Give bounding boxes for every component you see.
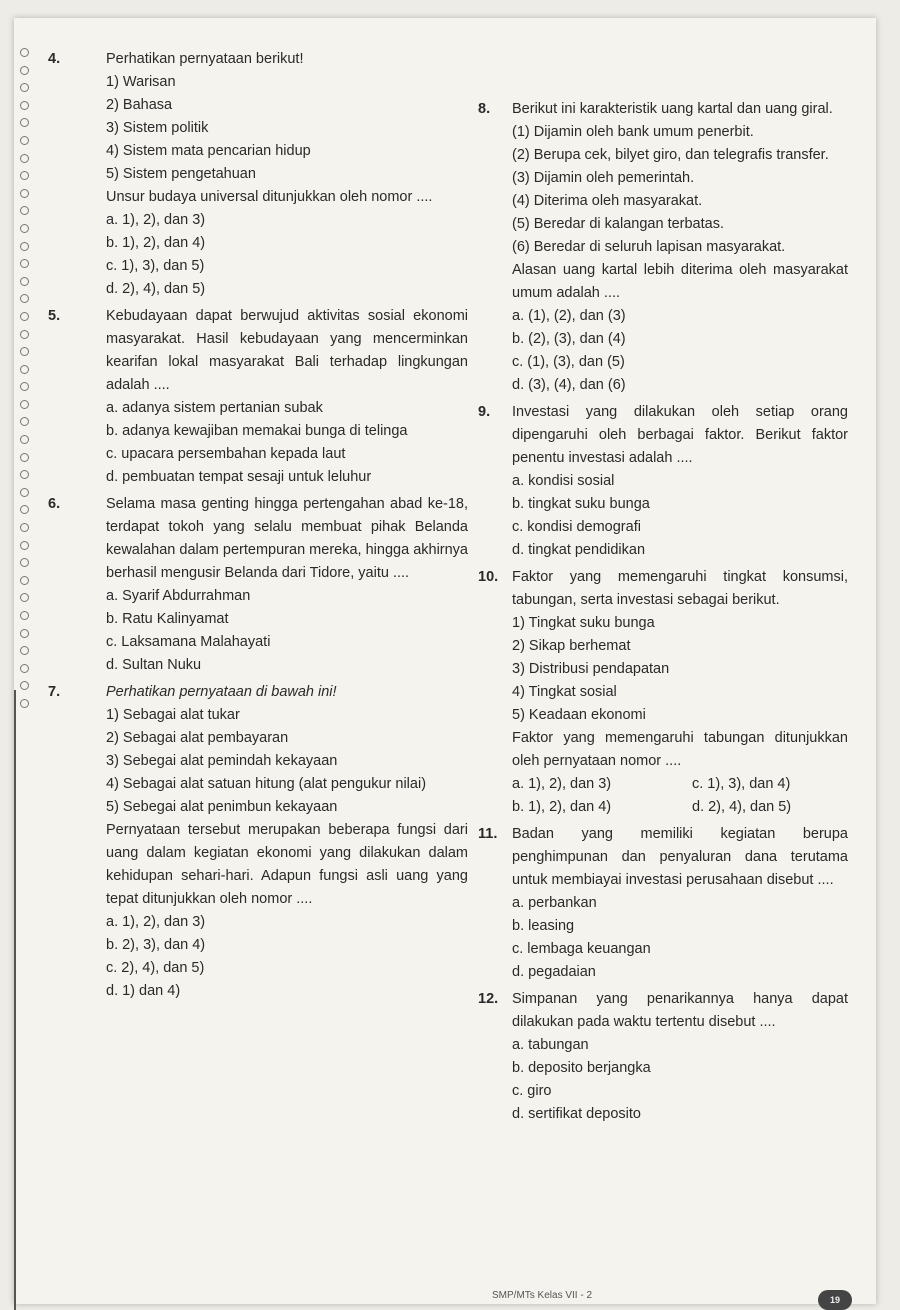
margin-line	[14, 690, 28, 1310]
question-number: 9.	[478, 404, 491, 420]
question-prompt: Unsur budaya universal ditunjukkan oleh nomor ....	[106, 189, 433, 205]
answer-option: b. leasing	[512, 918, 575, 934]
question-number: 11.	[478, 826, 498, 842]
left-column	[48, 48, 468, 1007]
statement: 5) Keadaan ekonomi	[512, 707, 646, 723]
question-text: Badan yang memiliki kegiatan berupa penghimpunan dan penyaluran dana terutama untuk membiayai investasi perusahaan disebut ....	[512, 826, 848, 888]
answer-option: a. Syarif Abdurrahman	[106, 588, 251, 604]
statement: (3) Dijamin oleh pemerintah.	[512, 170, 695, 186]
question-number: 10.	[478, 569, 499, 585]
answer-option: b. Ratu Kalinyamat	[106, 611, 229, 627]
answer-option: c. lembaga keuangan	[512, 941, 651, 957]
question-6	[48, 493, 468, 677]
question-number: 7.	[48, 684, 61, 700]
answer-option: a. adanya sistem pertanian subak	[106, 400, 323, 416]
statement: 2) Sebagai alat pembayaran	[106, 730, 289, 746]
answer-option: a. perbankan	[512, 895, 597, 911]
statement: 2) Bahasa	[106, 97, 173, 113]
statement: (2) Berupa cek, bilyet giro, dan telegrafis transfer.	[512, 147, 829, 163]
statement: 1) Warisan	[106, 74, 176, 90]
statement: 3) Distribusi pendapatan	[512, 661, 670, 677]
question-number: 6.	[48, 496, 61, 512]
answer-option: d. pembuatan tempat sesaji untuk leluhur	[106, 469, 372, 485]
statement: 5) Sistem pengetahuan	[106, 166, 256, 182]
question-4	[48, 48, 468, 301]
statement: 4) Tingkat sosial	[512, 684, 617, 700]
answer-options-grid	[478, 773, 848, 819]
question-text: Berikut ini karakteristik uang kartal dan uang giral.	[512, 101, 833, 117]
question-text: Simpanan yang penarikannya hanya dapat dilakukan pada waktu tertentu disebut ....	[512, 991, 848, 1030]
question-5	[48, 305, 468, 489]
question-prompt: Pernyataan tersebut merupakan beberapa fungsi dari uang dalam kegiatan ekonomi yang dilakukan dalam kehidupan sehari-hari. Adapun fungsi asli uang yang tepat ditunjukkan oleh nomor ....	[106, 822, 468, 907]
binder-rings-left	[20, 48, 34, 708]
question-text: Perhatikan pernyataan berikut!	[106, 51, 304, 67]
statement: (1) Dijamin oleh bank umum penerbit.	[512, 124, 754, 140]
statement: 3) Sebegai alat pemindah kekayaan	[106, 753, 338, 769]
page-number: 19	[818, 1290, 852, 1310]
answer-option: a. (1), (2), dan (3)	[512, 308, 626, 324]
answer-option: b. 1), 2), dan 4)	[512, 799, 612, 815]
question-number: 8.	[478, 101, 491, 117]
question-prompt: Faktor yang memengaruhi tabungan ditunjukkan oleh pernyataan nomor ....	[512, 730, 848, 769]
answer-option: c. Laksamana Malahayati	[106, 634, 271, 650]
statement: 2) Sikap berhemat	[512, 638, 631, 654]
footer-label: SMP/MTs Kelas VII - 2	[492, 1290, 593, 1301]
answer-option: d. 2), 4), dan 5)	[692, 799, 792, 815]
answer-option: b. 2), 3), dan 4)	[106, 937, 206, 953]
answer-option: c. 1), 3), dan 5)	[106, 258, 205, 274]
answer-option: c. kondisi demografi	[512, 519, 641, 535]
statement: 1) Tingkat suku bunga	[512, 615, 655, 631]
question-number: 5.	[48, 308, 61, 324]
answer-option: b. 1), 2), dan 4)	[106, 235, 206, 251]
question-text: Investasi yang dilakukan oleh setiap orang dipengaruhi oleh berbagai faktor. Berikut faktor penentu investasi adalah ....	[512, 404, 848, 466]
question-text: Faktor yang memengaruhi tingkat konsumsi, tabungan, serta investasi sebagai berikut.	[512, 569, 848, 608]
answer-option: b. tingkat suku bunga	[512, 496, 650, 512]
answer-option: a. tabungan	[512, 1037, 589, 1053]
answer-option: a. 1), 2), dan 3)	[106, 212, 206, 228]
statement: (5) Beredar di kalangan terbatas.	[512, 216, 724, 232]
answer-option: c. 2), 4), dan 5)	[106, 960, 205, 976]
answer-option: a. kondisi sosial	[512, 473, 615, 489]
question-prompt: Alasan uang kartal lebih diterima oleh masyarakat umum adalah ....	[512, 262, 848, 301]
worksheet-page	[14, 18, 876, 1304]
question-text: Kebudayaan dapat berwujud aktivitas sosial ekonomi masyarakat. Hasil kebudayaan yang mencerminkan kearifan lokal masyarakat Bali terhadap lingkungan adalah ....	[106, 308, 468, 393]
statement: (6) Beredar di seluruh lapisan masyarakat.	[512, 239, 786, 255]
answer-option: a. 1), 2), dan 3)	[512, 776, 612, 792]
statement: 3) Sistem politik	[106, 120, 209, 136]
answer-option: b. adanya kewajiban memakai bunga di telinga	[106, 423, 408, 439]
question-text: Selama masa genting hingga pertengahan abad ke-18, terdapat tokoh yang selalu membuat pihak Belanda kewalahan dalam pertempuran mereka, hingga akhirnya berhasil mengusir Belanda dari Tidore, yaitu ....	[106, 496, 468, 581]
answer-option: c. upacara persembahan kepada laut	[106, 446, 346, 462]
question-9	[478, 401, 848, 562]
question-11	[478, 823, 848, 984]
question-8	[478, 98, 848, 397]
answer-option: c. (1), (3), dan (5)	[512, 354, 625, 370]
answer-option: d. tingkat pendidikan	[512, 542, 646, 558]
answer-option: c. giro	[512, 1083, 552, 1099]
question-text: Perhatikan pernyataan di bawah ini!	[106, 684, 337, 700]
answer-option: d. 1) dan 4)	[106, 983, 181, 999]
statement: 4) Sistem mata pencarian hidup	[106, 143, 311, 159]
answer-option: b. deposito berjangka	[512, 1060, 651, 1076]
statement: (4) Diterima oleh masyarakat.	[512, 193, 703, 209]
question-10	[478, 566, 848, 819]
answer-option: d. (3), (4), dan (6)	[512, 377, 626, 393]
question-7	[48, 681, 468, 1003]
question-number: 12.	[478, 991, 499, 1007]
statement: 4) Sebagai alat satuan hitung (alat pengukur nilai)	[106, 776, 427, 792]
statement: 5) Sebegai alat penimbun kekayaan	[106, 799, 338, 815]
answer-option: d. pegadaian	[512, 964, 596, 980]
right-column	[478, 98, 848, 1130]
question-12	[478, 988, 848, 1126]
answer-option: b. (2), (3), dan (4)	[512, 331, 626, 347]
answer-option: c. 1), 3), dan 4)	[692, 776, 791, 792]
answer-option: d. 2), 4), dan 5)	[106, 281, 206, 297]
answer-option: d. Sultan Nuku	[106, 657, 202, 673]
question-number: 4.	[48, 51, 61, 67]
answer-option: d. sertifikat deposito	[512, 1106, 641, 1122]
statement: 1) Sebagai alat tukar	[106, 707, 240, 723]
answer-option: a. 1), 2), dan 3)	[106, 914, 206, 930]
